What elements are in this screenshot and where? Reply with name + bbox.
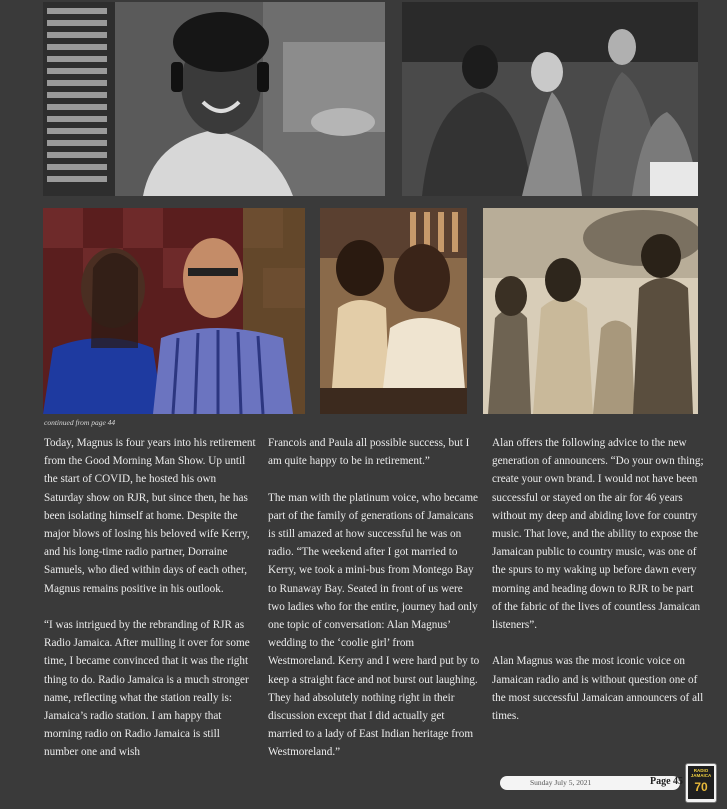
- radio-jamaica-logo: [685, 763, 717, 803]
- logo-text: RADIO JAMAICA: [690, 768, 712, 778]
- paragraph: Alan offers the following advice to the new generation of announcers. “Do your own thing; create your own brand. I would not have been successful or stayed on the air for 46 years without my deep and abiding love for country music. That love, and the ability to expose the Jamaican public to country music, was one of the spurs to my waking up before dawn every morning and heading down to RJR to be part of the fabric of the lives of countless Jamaican listeners”.: [492, 437, 704, 632]
- logo-number: 70: [694, 780, 708, 794]
- article-column-3: [492, 434, 704, 725]
- footer-date: Sunday July 5, 2021: [530, 778, 592, 787]
- photo-magnus-dorraine: [43, 208, 305, 414]
- paragraph: “I was intrigued by the rebranding of RJR as Radio Jamaica. After mulling it over for some time, I became convinced that it was the right thing to do. Radio Jamaica is a much stronger name, reflecting what the station really is: Jamaica’s radio station. I am happy that morning radio on Radio Jamaica is still number one and wish: [44, 619, 250, 759]
- page-number: Page 45: [650, 776, 684, 787]
- article-column-1: [44, 434, 256, 762]
- paragraph: Francois and Paula all possible success, but I am quite happy to be in retirement.”: [268, 437, 470, 468]
- article-column-2: [268, 434, 480, 762]
- paragraph: Today, Magnus is four years into his retirement from the Good Morning Man Show. Up until the start of COVID, he hosted his own Saturday show on RJR, but since then, he has been isolating himself at home. Despite the major blows of losing his beloved wife Kerry, and his long-time radio partner, Dorraine Samuels, who died within days of each other, Magnus remains positive in his outlook.: [44, 437, 256, 595]
- continued-caption: continued from page 44: [44, 418, 116, 427]
- photo-dance-party: [402, 2, 698, 196]
- photo-couple-console: [320, 208, 467, 414]
- photo-outdoor-group: [483, 208, 698, 414]
- photo-studio-portrait: [43, 2, 385, 196]
- paragraph: Alan Magnus was the most iconic voice on Jamaican radio and is without question one of the most successful Jamaican announcers of all times.: [492, 655, 704, 723]
- paragraph: The man with the platinum voice, who became part of the family of generations of Jamaicans is still amazed at how successful he was on radio. “The weekend after I got married to Kerry, we took a mini-bus from Montego Bay to Runaway Bay. Seated in front of us were two ladies who for the entire, journey had only one topic of conversation: Alan Magnus’ wedding to the ‘coolie girl’ from Westmoreland. Kerry and I were hard put by to keep a straight face and not burst out laughing. They had absolutely nothing right in their discussion except that I did actually get married to a lady of East Indian heritage from Westmoreland.”: [268, 491, 480, 759]
